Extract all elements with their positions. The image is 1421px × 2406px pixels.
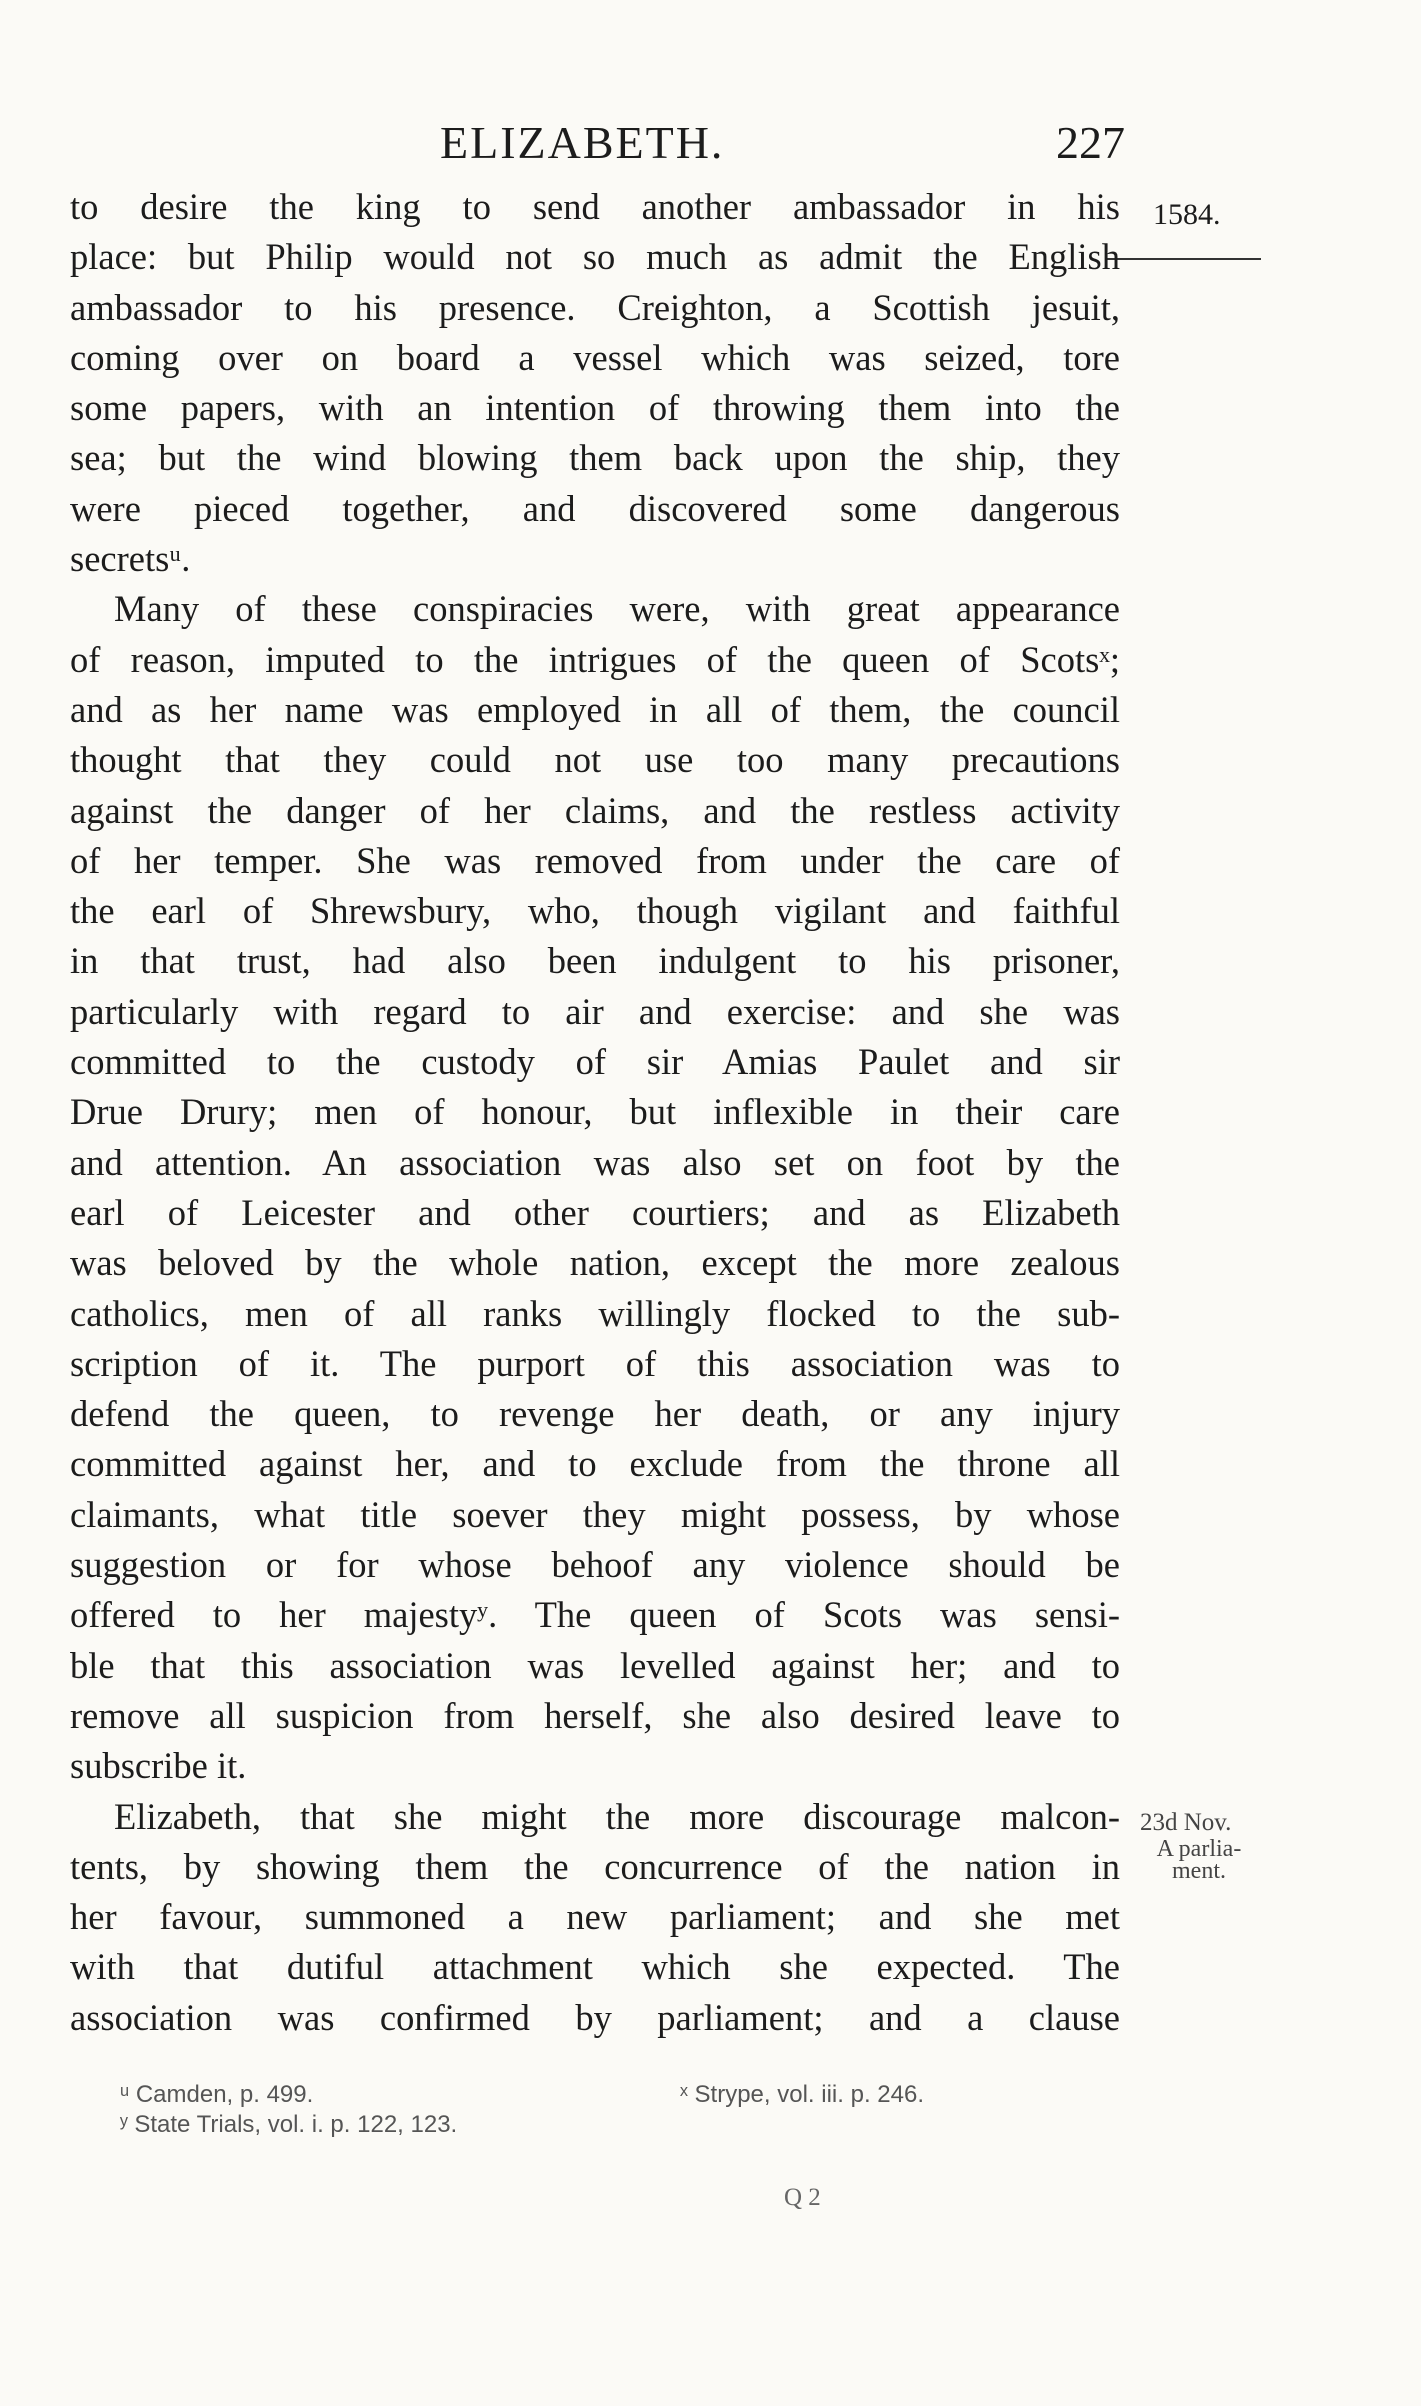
text-line: committed against her, and to exclude from the throne all [70, 1443, 1120, 1485]
text-line: the earl of Shrewsbury, who, though vigilant and faithful [70, 890, 1120, 932]
margin-note-label: A parlia- ment. [1156, 1836, 1242, 1884]
text-line: Many of these conspiracies were, with great appearance [114, 588, 1120, 630]
text-line: subscribe it. [70, 1745, 247, 1787]
footnote-u: ᵘ Camden, p. 499. [120, 2081, 314, 2108]
text-line: scription of it. The purport of this association was to [70, 1342, 1120, 1384]
text-line: and attention. An association was also set on foot by the [70, 1141, 1120, 1183]
text-line: was beloved by the whole nation, except the more zealous [70, 1242, 1120, 1284]
text-line: defend the queen, to revenge her death, or any injury [70, 1393, 1120, 1435]
margin-note-date: 23d Nov. [1140, 1809, 1232, 1836]
text-line: in that trust, had also been indulgent to his prisoner, [70, 940, 1120, 982]
page-header [70, 116, 1125, 166]
footnote-row [120, 2110, 1020, 2140]
footnote-y: ʸ State Trials, vol. i. p. 122, 123. [120, 2111, 458, 2138]
text-line: coming over on board a vessel which was seized, tore [70, 336, 1120, 378]
margin-year: 1584. [1153, 198, 1221, 231]
margin-note [1140, 1810, 1258, 1882]
text-line: tents, by showing them the concurrence of the nation in [70, 1845, 1120, 1887]
text-line: claimants, what title soever they might possess, by whose [70, 1493, 1120, 1535]
text-line: ambassador to his presence. Creighton, a Scottish jesuit, [70, 286, 1120, 328]
margin-rule [1106, 258, 1261, 260]
text-line: particularly with regard to air and exercise: and she was [70, 990, 1120, 1032]
text-line: sea; but the wind blowing them back upon the ship, they [70, 437, 1120, 479]
running-title: ELIZABETH. [440, 117, 725, 168]
footnotes [120, 2080, 1020, 2140]
text-line: ble that this association was levelled against her; and to [70, 1644, 1120, 1686]
text-line: Drue Drury; men of honour, but inflexible in their care [70, 1091, 1120, 1133]
signature-mark: Q 2 [784, 2184, 821, 2211]
text-line: against the danger of her claims, and the restless activity [70, 789, 1120, 831]
text-line: offered to her majestyʸ. The queen of Scots was sensi- [70, 1594, 1120, 1636]
footnote-x: ˣ Strype, vol. iii. p. 246. [680, 2081, 924, 2108]
text-line: Elizabeth, that she might the more discourage malcon- [114, 1795, 1120, 1837]
text-line: secretsᵘ. [70, 538, 191, 580]
text-line: her favour, summoned a new parliament; and she met [70, 1896, 1120, 1938]
footnote-row [120, 2080, 1020, 2110]
text-line: thought that they could not use too many precautions [70, 739, 1120, 781]
body-text [70, 182, 1120, 2043]
text-line: were pieced together, and discovered some dangerous [70, 487, 1120, 529]
text-line: of her temper. She was removed from under the care of [70, 839, 1120, 881]
text-line: with that dutiful attachment which she expected. The [70, 1946, 1120, 1988]
text-line: committed to the custody of sir Amias Paulet and sir [70, 1041, 1120, 1083]
text-line: place: but Philip would not so much as admit the English [70, 236, 1120, 278]
page-number: 227 [1056, 117, 1125, 168]
text-line: earl of Leicester and other courtiers; and as Elizabeth [70, 1191, 1120, 1233]
text-line: some papers, with an intention of throwing them into the [70, 387, 1120, 429]
text-line: to desire the king to send another ambassador in his [70, 186, 1120, 227]
text-line: catholics, men of all ranks willingly flocked to the sub- [70, 1292, 1120, 1334]
text-line: and as her name was employed in all of them, the council [70, 688, 1120, 730]
text-line: remove all suspicion from herself, she also desired leave to [70, 1694, 1120, 1736]
text-line: association was confirmed by parliament; and a clause [70, 1996, 1120, 2038]
text-line: suggestion or for whose behoof any violence should be [70, 1544, 1120, 1586]
text-line: of reason, imputed to the intrigues of the queen of Scotsˣ; [70, 638, 1120, 680]
